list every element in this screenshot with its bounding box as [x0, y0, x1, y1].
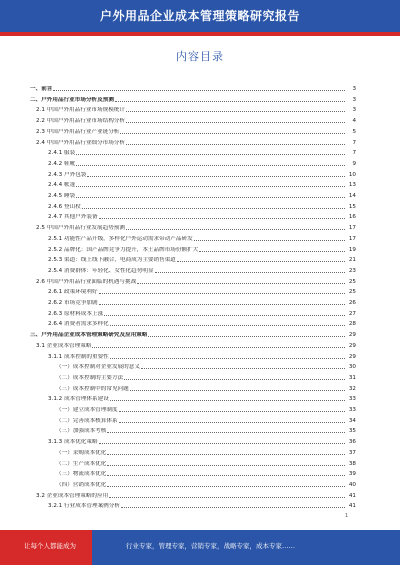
toc-entry-page: 3 [352, 96, 356, 103]
toc-entry-page: 27 [348, 310, 356, 317]
toc-entry-title: 3.1.3 成本优化策略 [48, 439, 98, 446]
toc-entry-title: 2.3 中国户外用品行业产业链分析 [36, 128, 120, 135]
toc-entry-title: 2.4.1 服装 [48, 150, 76, 157]
toc-leader-dots [99, 304, 345, 305]
toc-entry-page: 17 [348, 225, 356, 232]
toc-entry[interactable] [30, 373, 356, 381]
toc-entry-page: 41 [348, 503, 356, 510]
toc-leader-dots [109, 497, 345, 498]
toc-entry[interactable] [30, 298, 356, 306]
toc-leader-dots [110, 358, 345, 359]
toc-entry[interactable] [30, 159, 356, 167]
toc-leader-dots [99, 293, 345, 294]
toc-entry[interactable] [30, 341, 356, 349]
toc-entry[interactable] [30, 287, 356, 295]
toc-entry-page: 4 [352, 118, 356, 125]
toc-entry-title: 三、户外用品企业成本管理策略研究及应用策略 [30, 332, 148, 339]
toc-entry-title: 2.2 中国户外用品行业市场结构分析 [36, 118, 125, 125]
toc-entry[interactable] [30, 352, 356, 360]
toc-entry-page: 16 [348, 214, 356, 221]
toc-entry[interactable] [30, 437, 356, 445]
toc-entry-title: （三）物流成本优化 [56, 471, 107, 478]
toc-leader-dots [199, 251, 345, 252]
toc-entry-page: 15 [348, 203, 356, 210]
toc-entry-title: （四）营销成本优化 [56, 481, 107, 488]
toc-entry[interactable] [30, 170, 356, 178]
toc-leader-dots [107, 475, 345, 476]
toc-entry[interactable] [30, 245, 356, 253]
toc-entry-title: 2.1 中国户外用品行业市场规模统计 [36, 107, 125, 114]
toc-entry[interactable] [30, 277, 356, 285]
toc-entry-title: （三）成本控制中的常见问题 [56, 385, 129, 392]
toc-entry-page: 21 [348, 257, 356, 264]
toc-entry-page: 33 [348, 407, 356, 413]
toc-entry[interactable] [30, 416, 356, 424]
toc-leader-dots [76, 165, 345, 166]
toc-entry-title: （一）建立成本管理制度 [56, 407, 118, 413]
toc-entry[interactable] [30, 191, 356, 199]
toc-leader-dots [119, 411, 345, 412]
toc-entry-title: 3.2.1 行业成本管理案例分析 [48, 503, 120, 510]
toc-leader-dots [82, 208, 345, 209]
toc-entry[interactable] [30, 362, 356, 370]
toc-entry[interactable] [30, 394, 356, 402]
toc-list [30, 84, 356, 512]
toc-entry-title: 2.4.6 登山杖 [48, 203, 81, 210]
toc-entry[interactable] [30, 480, 356, 488]
toc-entry-page: 3 [352, 86, 356, 92]
toc-entry-title: 2.4.4 帐篷 [48, 182, 76, 189]
toc-entry-title: 2.6.2 市场竞争加剧 [48, 300, 98, 306]
toc-leader-dots [115, 101, 345, 102]
toc-entry-title: 2.5.1 功能性产品升级，多样化户外运动需求带动产品研发 [48, 235, 193, 242]
toc-entry[interactable] [30, 223, 356, 231]
toc-entry-title: 2.5.4 消费群体：年轻化、女性化趋势明显 [48, 267, 154, 274]
toc-entry-page: 41 [348, 492, 356, 499]
toc-entry-title: 2.4.5 睡袋 [48, 193, 76, 199]
toc-leader-dots [120, 133, 345, 134]
toc-leader-dots [107, 465, 345, 466]
toc-leader-dots [126, 122, 345, 123]
toc-leader-dots [76, 197, 345, 198]
toc-leader-dots [126, 144, 345, 145]
toc-leader-dots [121, 507, 345, 508]
toc-leader-dots [107, 432, 345, 433]
toc-entry-page: 23 [348, 267, 356, 274]
toc-entry-page: 14 [348, 193, 356, 199]
toc-entry-page: 40 [348, 481, 356, 488]
page-number: 1 [345, 513, 349, 519]
toc-entry-page: 28 [348, 321, 356, 328]
toc-leader-dots [137, 283, 345, 284]
toc-entry-page: 19 [348, 246, 356, 253]
document-title: 户外用品企业成本管理策略研究报告 [99, 9, 300, 23]
toc-entry-page: 29 [348, 332, 356, 339]
toc-entry-title: （一）成本控制对企业发展的意义 [56, 364, 140, 371]
toc-entry-page: 38 [348, 460, 356, 467]
toc-entry-title: 2.4.2 鞋靴 [48, 160, 76, 167]
toc-entry[interactable] [30, 212, 356, 220]
toc-leader-dots [107, 486, 345, 487]
toc-entry-title: 2.6 中国户外用品行业面临的机遇与挑战 [36, 278, 137, 285]
footer-slogan-left: 让每个人都能成为 [24, 542, 76, 550]
toc-entry[interactable] [30, 266, 356, 274]
toc-leader-dots [119, 422, 345, 423]
toc-leader-dots [76, 186, 345, 187]
toc-entry[interactable] [30, 405, 356, 413]
toc-title: 内容目录 [176, 50, 224, 63]
toc-entry[interactable] [30, 319, 356, 327]
toc-leader-dots [76, 154, 345, 155]
toc-entry[interactable] [30, 138, 356, 146]
toc-entry-page: 36 [348, 439, 356, 446]
toc-entry-page: 9 [352, 160, 356, 167]
toc-entry-page: 30 [348, 364, 356, 371]
toc-entry-page: 31 [348, 374, 356, 381]
toc-entry-page: 10 [348, 171, 356, 178]
header-accent-line [0, 32, 400, 36]
toc-entry-title: 2.4 中国户外用品行业细分市场分析 [36, 139, 125, 146]
toc-entry[interactable] [30, 459, 356, 467]
toc-entry-page: 34 [348, 417, 356, 424]
toc-entry[interactable] [30, 501, 356, 509]
toc-leader-dots [99, 443, 345, 444]
toc-entry-page: 33 [348, 396, 356, 403]
toc-entry-title: 2.6.1 政策环境利好 [48, 289, 98, 296]
toc-entry-page: 5 [352, 128, 356, 135]
toc-entry-page: 29 [348, 342, 356, 349]
toc-entry[interactable] [30, 127, 356, 135]
toc-leader-dots [99, 218, 345, 219]
toc-leader-dots [110, 325, 345, 326]
toc-entry-title: 2.6.3 原材料成本上涨 [48, 310, 104, 317]
toc-entry-page: 39 [348, 471, 356, 478]
toc-entry-title: 2.5 中国户外用品行业发展趋势预测 [36, 225, 125, 232]
toc-entry[interactable] [30, 116, 356, 124]
toc-entry-page: 13 [348, 182, 356, 189]
toc-entry[interactable] [30, 95, 356, 103]
toc-entry-page: 37 [348, 449, 356, 456]
toc-leader-dots [110, 400, 345, 401]
toc-leader-dots [53, 90, 345, 91]
toc-leader-dots [124, 379, 345, 380]
toc-entry[interactable] [30, 105, 356, 113]
toc-entry[interactable] [30, 180, 356, 188]
toc-leader-dots [148, 336, 345, 337]
toc-entry[interactable] [30, 309, 356, 317]
toc-entry[interactable] [30, 234, 356, 242]
footer-slogan-right: 行业专家，管理专家，营销专家，战略专家，成本专家…… [126, 542, 295, 550]
toc-leader-dots [141, 368, 345, 369]
toc-entry-title: 一、前言 [30, 86, 53, 92]
toc-entry-title: 2.4.3 户外包袋 [48, 171, 87, 178]
toc-leader-dots [126, 111, 345, 112]
toc-entry-title: 2.5.3 渠道：线上线下融合，电商成为主要销售渠道 [48, 257, 176, 264]
toc-entry[interactable] [30, 148, 356, 156]
toc-entry-title: 3.1.2 成本管理体系建设 [48, 396, 109, 403]
toc-leader-dots [104, 315, 345, 316]
toc-entry-title: 2.6.4 消费者需求多样化 [48, 321, 109, 328]
toc-entry[interactable] [30, 255, 356, 263]
toc-entry-page: 35 [348, 428, 356, 435]
toc-entry[interactable] [30, 330, 356, 338]
toc-leader-dots [155, 272, 345, 273]
toc-entry-title: （二）完善成本核算体系 [56, 417, 118, 424]
toc-leader-dots [126, 229, 345, 230]
toc-leader-dots [130, 390, 345, 391]
toc-entry-page: 25 [348, 278, 356, 285]
toc-leader-dots [194, 240, 345, 241]
toc-entry-title: （二）成本控制的主要方法 [56, 374, 124, 381]
toc-entry[interactable] [30, 469, 356, 477]
toc-leader-dots [107, 454, 345, 455]
toc-entry-page: 17 [348, 235, 356, 242]
toc-entry[interactable] [30, 202, 356, 210]
toc-entry-page: 7 [352, 139, 356, 146]
toc-entry-page: 25 [348, 289, 356, 296]
toc-entry-title: （二）生产成本优化 [56, 460, 107, 467]
toc-entry-title: 3.1 企业成本管理策略 [36, 342, 92, 349]
toc-entry-title: 二、户外用品行业市场分析及预测 [30, 96, 114, 103]
toc-entry[interactable] [30, 84, 356, 92]
toc-entry-title: 2.5.2 品牌化：国产品牌竞争力提升，本土品牌市场份额扩大 [48, 246, 199, 253]
toc-entry-title: （一）采购成本优化 [56, 449, 107, 456]
toc-leader-dots [177, 261, 345, 262]
toc-entry-title: 3.1.1 成本控制的重要性 [48, 353, 109, 360]
toc-entry-page: 29 [348, 353, 356, 360]
toc-entry[interactable] [30, 448, 356, 456]
toc-entry-title: 2.4.7 其他户外装备 [48, 214, 98, 221]
toc-entry-page: 3 [352, 107, 356, 114]
toc-entry-title: 3.2 企业成本管理策略的应用 [36, 492, 109, 499]
toc-entry[interactable] [30, 491, 356, 499]
toc-entry-title: （三）加强成本考核 [56, 428, 107, 435]
toc-leader-dots [87, 176, 345, 177]
toc-leader-dots [92, 347, 345, 348]
toc-entry[interactable] [30, 384, 356, 392]
toc-entry-page: 32 [348, 385, 356, 392]
toc-entry[interactable] [30, 426, 356, 434]
toc-entry-page: 26 [348, 300, 356, 306]
toc-entry-page: 7 [352, 150, 356, 157]
